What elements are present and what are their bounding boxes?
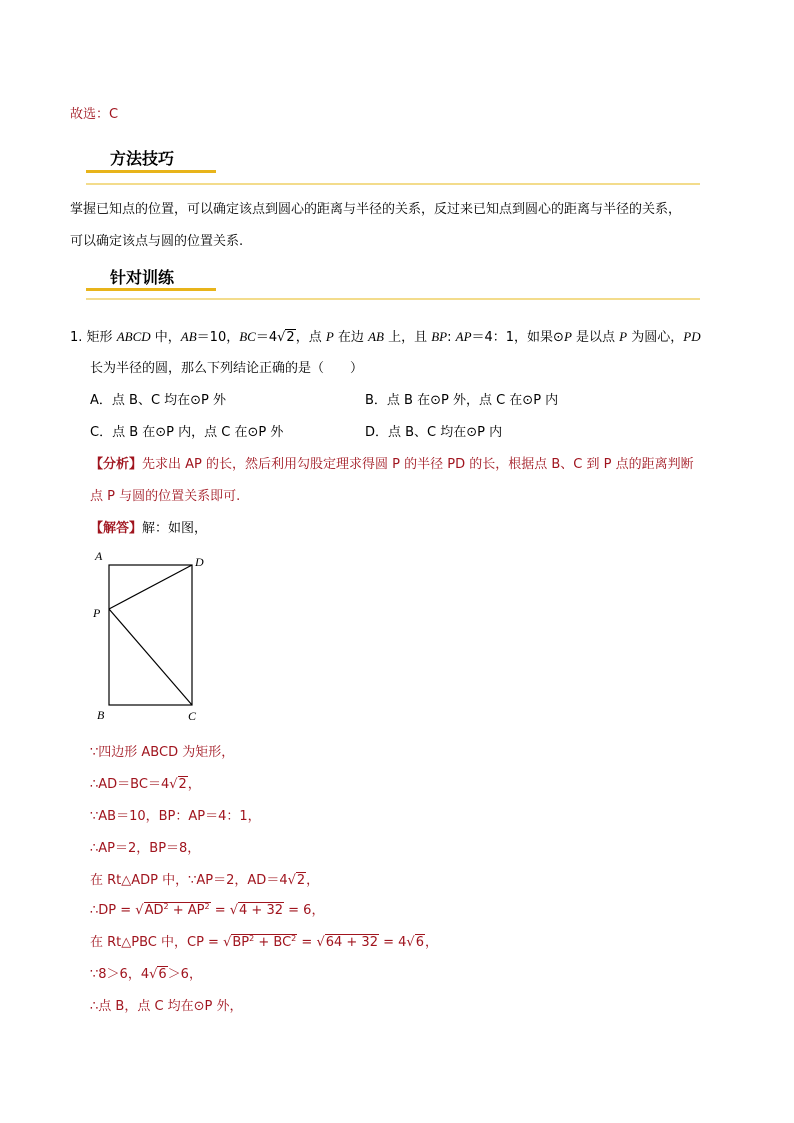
vertex-label-b: B (97, 708, 105, 722)
vertex-label-a: A (95, 549, 103, 563)
solution-step-4: ∴AP＝2，BP＝8， (90, 841, 201, 856)
problem-statement-line-2: 长为半径的圆，那么下列结论正确的是（ ） (90, 361, 364, 376)
segment-pc (109, 609, 192, 705)
solution-step-2: ∴AD＝BC＝4√2， (90, 777, 201, 792)
problem-number: 1. (70, 330, 83, 345)
vertex-label-c: C (188, 709, 197, 723)
rectangle-diagram (85, 545, 215, 730)
section-title-method: 方法技巧 (110, 149, 175, 168)
section-underline-practice (86, 288, 216, 291)
analysis-line-1: 【分析】先求出 AP 的长，然后利用勾股定理求得圆 P 的半径 PD 的长，根据点 B、C 到 P 点的距离判断 (90, 457, 694, 472)
section-underline-method (86, 170, 216, 173)
analysis-tag: 【分析】 (90, 457, 143, 472)
option-b: B．点 B 在⊙P 外，点 C 在⊙P 内 (365, 393, 559, 408)
method-body-line-2: 可以确定该点与圆的位置关系. (70, 234, 244, 249)
section-divider-method (86, 183, 700, 185)
segment-pd (109, 565, 192, 609)
solution-step-5: 在 Rt△ADP 中，∵AP＝2，AD＝4√2， (90, 873, 320, 888)
vertex-label-d: D (195, 555, 204, 569)
solution-intro: 【解答】解：如图， (90, 521, 208, 536)
solution-tag: 【解答】 (90, 521, 143, 536)
section-title-practice: 针对训练 (110, 268, 175, 287)
method-body-line-1: 掌握已知点的位置，可以确定该点到圆心的距离与半径的关系，反过来已知点到圆心的距离与半径的关系， (70, 202, 682, 217)
section-divider-practice (86, 298, 700, 300)
solution-step-3: ∵AB＝10，BP：AP＝4：1， (90, 809, 261, 824)
sqrt-radicand: 2 (286, 330, 295, 345)
solution-step-7: 在 Rt△PBC 中，CP = $√BP^2 + BC^2 = √64 + 32 = 4√6$， (90, 934, 439, 950)
solution-step-8: ∵8＞6，4√6＞6， (90, 967, 202, 982)
option-d: D．点 B、C 均在⊙P 内 (365, 425, 503, 440)
answer-choice: 故选：C (70, 107, 119, 122)
problem-statement-line-1: 1. 矩形 ABCD 中，AB＝10，BC＝4√2，点 P 在边 AB 上，且 BP: AP＝4：1，如果⊙P 是以点 P 为圆心，PD (70, 329, 701, 345)
option-c: C．点 B 在⊙P 内，点 C 在⊙P 外 (90, 425, 284, 440)
rectangle-abcd (109, 565, 192, 705)
solution-step-6: ∴DP = $√AD^2 + AP^2 = √4 + 32 = 6$， (90, 902, 325, 918)
vertex-label-p: P (93, 606, 101, 620)
solution-step-9: ∴点 B，点 C 均在⊙P 外， (90, 999, 243, 1014)
analysis-line-2: 点 P 与圆的位置关系即可. (90, 489, 241, 504)
solution-step-1: ∵四边形 ABCD 为矩形， (90, 745, 235, 760)
option-a: A．点 B、C 均在⊙P 外 (90, 393, 227, 408)
